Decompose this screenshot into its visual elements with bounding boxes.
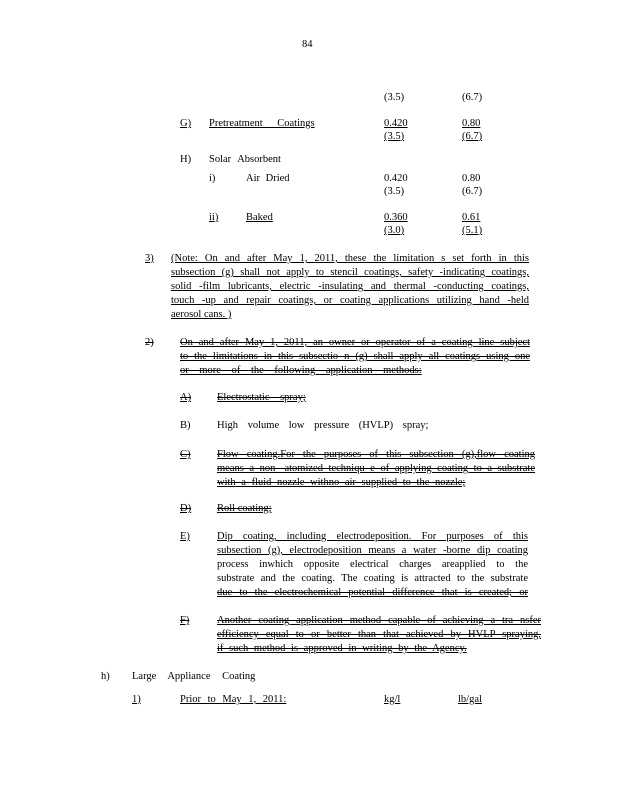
method-b-letter: B) [180,420,191,431]
section-h-title: Large Appliance Coating [132,671,256,682]
item-hi-lb-paren: (6.7) [462,186,483,197]
section-h-letter: h) [101,671,110,682]
note-3-line: (Note: On and after May 1, 2011, these the limitation s set forth in this [171,253,529,264]
item-g-lb-paren: (6.7) [462,131,483,142]
method-f-text: Another coating application method capable of achieving a tra nsfer efficiency equal to or better than that achieved by HVLP spraying, if such method is approved in writing by the Agency. [217,615,541,654]
item-g-letter: G) [180,118,192,129]
method-b-text: High volume low pressure (HVLP) spray; [217,420,429,431]
prior-label: Prior to May 1, 2011: [180,694,287,705]
method-f-letter: F) [180,615,190,626]
item-hi-roman: i) [209,173,216,184]
method-c-letter: C) [180,449,191,460]
note-3-line: subsection (g) shall not apply to stencil coatings, safety -indicating coatings, [171,267,529,278]
note-3-number: 3) [145,253,154,264]
item-h-label: Solar Absorbent [209,154,281,165]
item-hii-kg-paren: (3.0) [384,225,405,236]
item-2-number: 2) [145,337,154,348]
item-hii-lb-value: 0.61 [462,212,481,223]
item-hi-kg-paren: (3.5) [384,186,405,197]
prior-unit-kg: kg/l [384,694,401,705]
top-kg-value: (3.5) [384,92,405,103]
item-hii-lb-paren: (5.1) [462,225,483,236]
item-2-line: or more of the following application methods: [180,365,422,376]
prior-unit-lb: lb/gal [458,694,482,705]
method-d-text: Roll coating; [217,503,272,514]
note-3-line: aerosol cans. ) [171,309,232,320]
method-e-letter: E) [180,531,190,542]
page-number: 84 [302,39,313,50]
top-lb-value: (6.7) [462,92,483,103]
method-c-text: Flow coating.For the purposes of this subsection (g),flow coating means a non -atomized techniqu e of applying coating to a substrate with a fluid nozzle withno air supplied to the nozzle; [217,449,535,488]
item-hi-label: Air Dried [246,173,290,184]
item-g-kg-value: 0.420 [384,118,408,129]
prior-number: 1) [132,694,141,705]
item-g-label: Pretreatment Coatings [209,118,315,129]
item-2-line: On and after May 1, 2011, an owner or operator of a coating line subject [180,337,530,348]
item-hi-kg-value: 0.420 [384,173,408,184]
item-hii-roman: ii) [209,212,219,223]
method-a-letter: A) [180,392,192,403]
method-e-text: Dip coating, including electrodeposition. For purposes of this subsection (g), electrodeposition means a water -borne dip coating process inwhich opposite electrical charges areapplied to the substrate and the coating. The coating is attracted to the substrate due to the electrochemical potential difference that is created; or [217,531,528,598]
item-hii-label: Baked [246,212,273,223]
method-d-letter: D) [180,503,192,514]
item-hii-kg-value: 0.360 [384,212,408,223]
method-a-text: Electrostatic spray; [217,392,306,403]
note-3-paragraph [171,252,529,322]
item-hi-lb-value: 0.80 [462,173,481,184]
note-3-line: touch -up and repair coatings, or coating applications utilizing hand -held [171,295,529,306]
item-2-paragraph [180,336,530,378]
item-g-kg-paren: (3.5) [384,131,405,142]
item-g-lb-value: 0.80 [462,118,481,129]
note-3-line: solid -film lubricants, electric -insulating and thermal -conducting coatings, [171,281,529,292]
item-2-line: to the limitations in this subsectio n (g) shall apply all coatings using one [180,351,530,362]
item-h-letter: H) [180,154,192,165]
